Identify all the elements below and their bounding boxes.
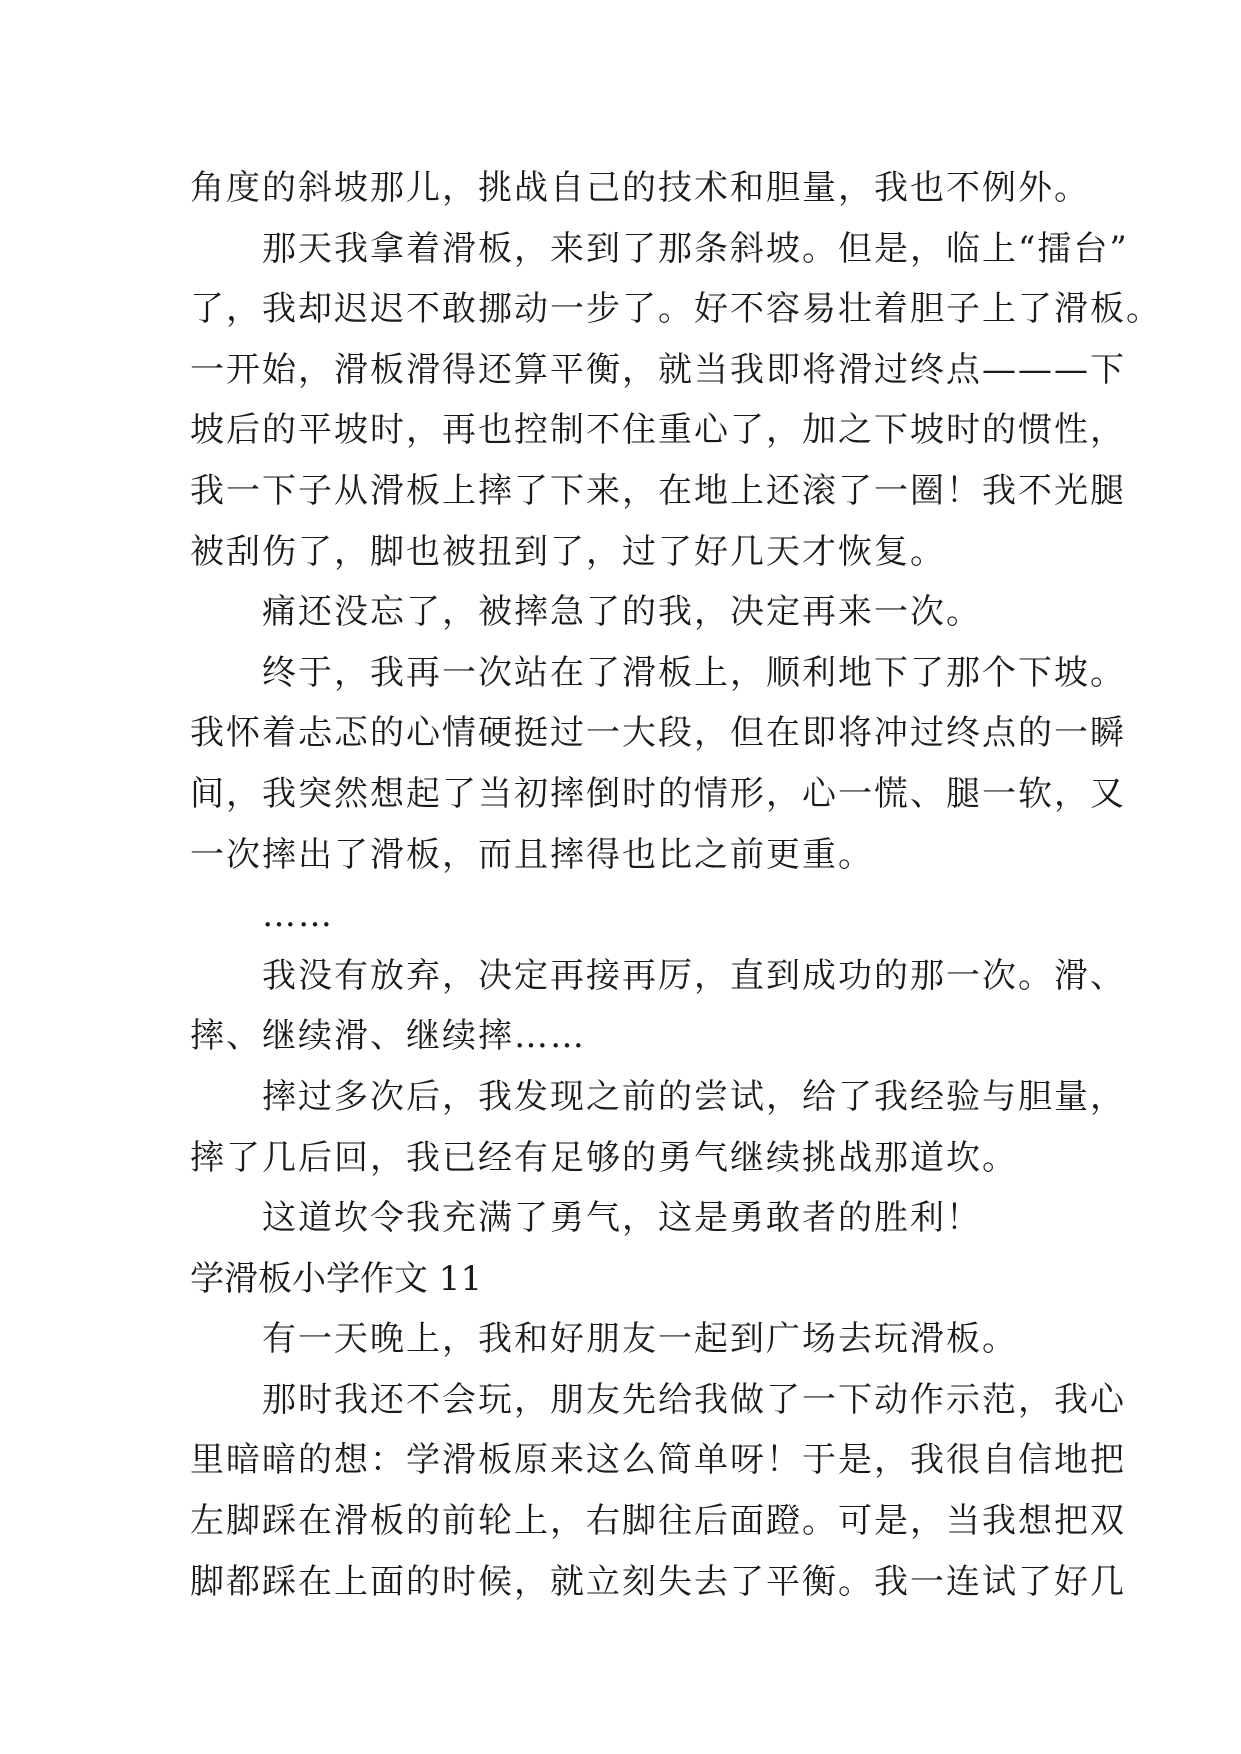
- text-line: 有一天晚上，我和好朋友一起到广场去玩滑板。: [190, 1319, 1018, 1360]
- text-line: 那时我还不会玩，朋友先给我做了一下动作示范，我心: [190, 1379, 1126, 1420]
- text-line: 里暗暗的想：学滑板原来这么简单呀！于是，我很自信地把: [190, 1440, 1126, 1481]
- text-line: 摔过多次后，我发现之前的尝试，给了我经验与胆量，: [190, 1076, 1126, 1117]
- text-line: 脚都踩在上面的时候，就立刻失去了平衡。我一连试了好几: [190, 1561, 1126, 1602]
- text-line: 左脚踩在滑板的前轮上，右脚往后面蹬。可是，当我想把双: [190, 1501, 1126, 1542]
- text-line: 摔了几后回，我已经有足够的勇气继续挑战那道坎。: [190, 1137, 1018, 1178]
- text-line: ……: [190, 895, 334, 936]
- text-line: 我怀着忐忑的心情硬挺过一大段，但在即将冲过终点的一瞬: [190, 713, 1126, 754]
- text-line: 那天我拿着滑板，来到了那条斜坡。但是，临上“擂台”: [190, 228, 1129, 269]
- text-line: 我没有放弃，决定再接再厉，直到成功的那一次。滑、: [190, 955, 1126, 996]
- text-line: 被刮伤了，脚也被扭到了，过了好几天才恢复。: [190, 531, 946, 572]
- text-line: 坡后的平坡时，再也控制不住重心了，加之下坡时的惯性，: [190, 410, 1126, 451]
- text-line: 这道坎令我充满了勇气，这是勇敢者的胜利！: [190, 1198, 982, 1239]
- text-line: 角度的斜坡那儿，挑战自己的技术和胆量，我也不例外。: [190, 168, 1090, 208]
- text-line: 了，我却迟迟不敢挪动一步了。好不容易壮着胆子上了滑板。: [190, 289, 1162, 330]
- text-line: 一次摔出了滑板，而且摔得也比之前更重。: [190, 834, 874, 875]
- section-title: 学滑板小学作文 11: [190, 1258, 483, 1299]
- document-body: [190, 158, 1162, 1612]
- text-line: 终于，我再一次站在了滑板上，顺利地下了那个下坡。: [190, 652, 1126, 693]
- text-line: 痛还没忘了，被摔急了的我，决定再来一次。: [190, 592, 982, 633]
- text-line: 摔、继续滑、继续摔……: [190, 1016, 586, 1057]
- text-line: 我一下子从滑板上摔了下来，在地上还滚了一圈！我不光腿: [190, 470, 1126, 511]
- text-line: 一开始，滑板滑得还算平衡，就当我即将滑过终点———下: [190, 349, 1126, 390]
- text-line: 间，我突然想起了当初摔倒时的情形，心一慌、腿一软，又: [190, 773, 1126, 814]
